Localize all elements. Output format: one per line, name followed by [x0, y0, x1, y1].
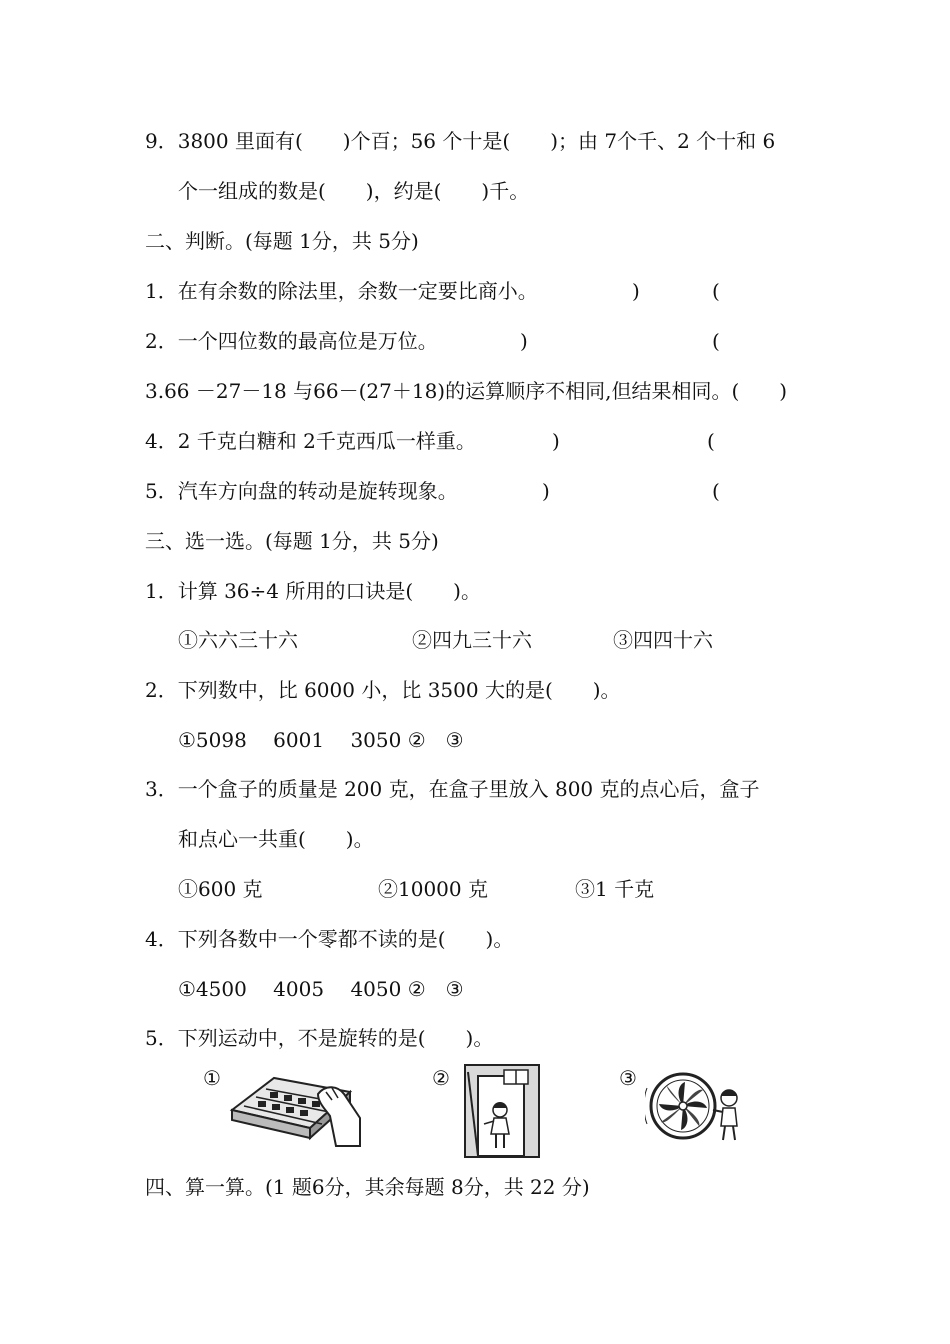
choice-q5-marker-1[interactable]: ①	[203, 1066, 221, 1090]
choice-q3-option-2[interactable]: ②10000 克	[378, 877, 488, 901]
choice-q5: 5．下列运动中，不是旋转的是( )。	[145, 1026, 494, 1050]
choice-q2: 2．下列数中，比 6000 小，比 3500 大的是( )。	[145, 678, 621, 702]
judge-item-1-close: )	[632, 279, 640, 303]
choice-q4: 4．下列各数中一个零都不读的是( )。	[145, 927, 514, 951]
q9-line1: 9．3800 里面有( )个百；56 个十是( )；由 7个千、2 个十和 6	[145, 129, 776, 153]
choice-q2-options[interactable]: ①5098 6001 3050 ② ③	[178, 728, 464, 752]
judge-item-2-close: )	[520, 329, 528, 353]
judge-item-4-open[interactable]: (	[707, 429, 715, 453]
choice-q5-marker-3[interactable]: ③	[619, 1066, 637, 1090]
judge-item-2-open[interactable]: (	[712, 329, 720, 353]
choice-q3-option-1[interactable]: ①600 克	[178, 877, 263, 901]
fan-picture	[645, 1068, 755, 1144]
judge-item-5: 5．汽车方向盘的转动是旋转现象。	[145, 479, 458, 503]
judge-item-1: 1．在有余数的除法里，余数一定要比商小。	[145, 279, 538, 303]
judge-item-5-close: )	[542, 479, 550, 503]
section2-heading: 二、判断。(每题 1分，共 5分)	[145, 229, 419, 253]
choice-q3-line1: 3．一个盒子的质量是 200 克，在盒子里放入 800 克的点心后，盒子	[145, 777, 760, 801]
judge-item-5-open[interactable]: (	[712, 479, 720, 503]
door-picture	[464, 1064, 540, 1158]
judge-item-2: 2．一个四位数的最高位是万位。	[145, 329, 438, 353]
q9-line2: 个一组成的数是( )，约是( )千。	[178, 179, 530, 203]
judge-item-4-close: )	[552, 429, 560, 453]
choice-q1: 1．计算 36÷4 所用的口诀是( )。	[145, 579, 481, 603]
abacus-picture	[226, 1068, 362, 1148]
choice-q4-options[interactable]: ①4500 4005 4050 ② ③	[178, 977, 464, 1001]
choice-q3-option-3[interactable]: ③1 千克	[575, 877, 655, 901]
judge-item-4: 4．2 千克白糖和 2千克西瓜一样重。	[145, 429, 476, 453]
choice-q3-line2: 和点心一共重( )。	[178, 827, 374, 851]
judge-item-1-open[interactable]: (	[712, 279, 720, 303]
judge-item-3: 3.66 －27－18 与66－(27＋18)的运算顺序不相同,但结果相同。( )	[145, 379, 788, 403]
section3-heading: 三、选一选。(每题 1分，共 5分)	[145, 529, 439, 553]
section4-heading: 四、算一算。(1 题6分，其余每题 8分，共 22 分)	[145, 1175, 590, 1199]
choice-q1-option-3[interactable]: ③四四十六	[613, 628, 713, 652]
choice-q1-option-1[interactable]: ①六六三十六	[178, 628, 298, 652]
choice-q5-marker-2[interactable]: ②	[432, 1066, 450, 1090]
choice-q1-option-2[interactable]: ②四九三十六	[412, 628, 532, 652]
